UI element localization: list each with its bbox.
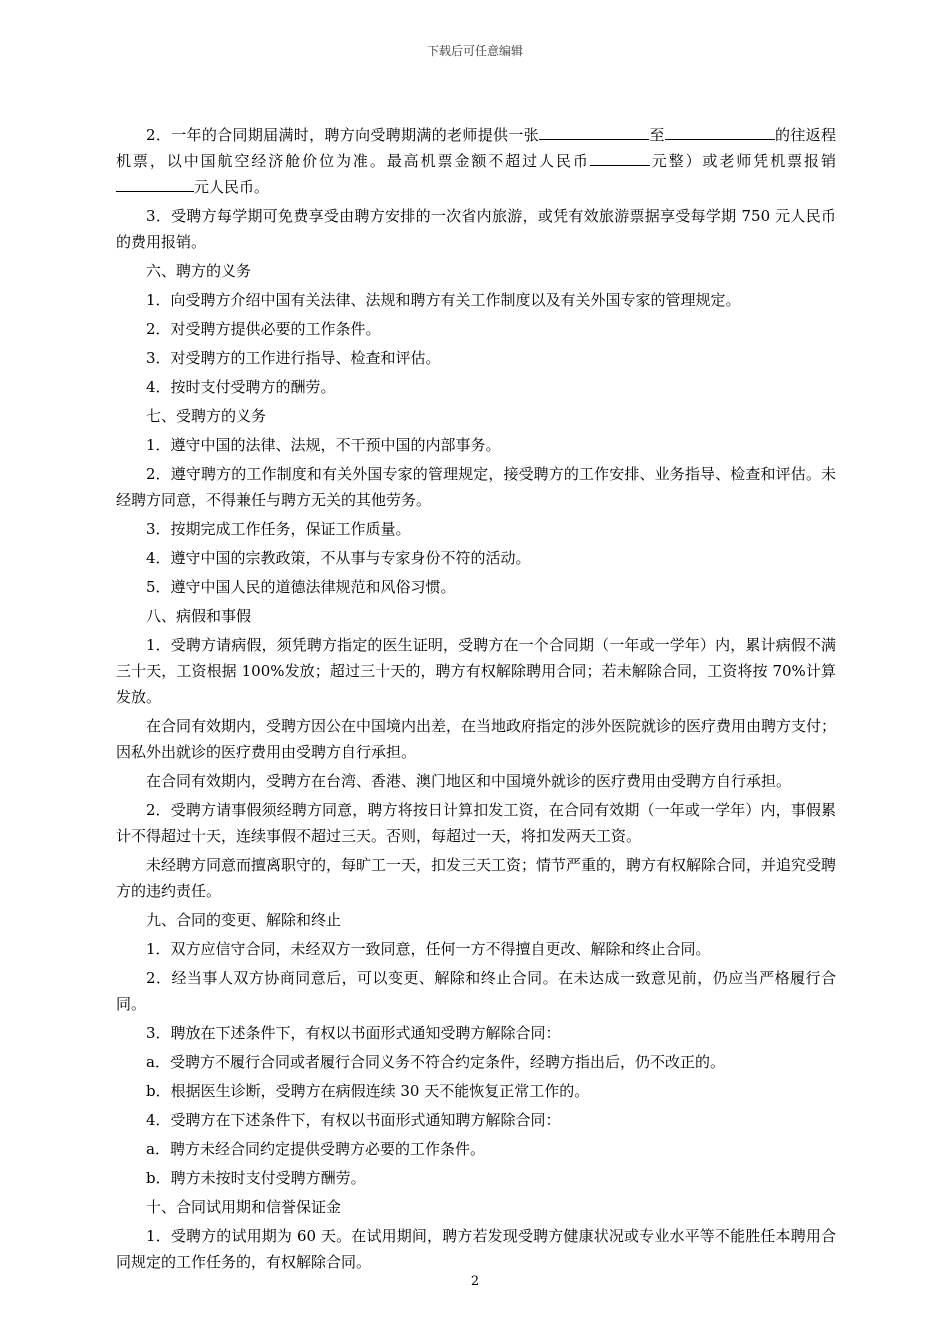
- page-number: 2: [470, 1274, 480, 1289]
- paragraph: 在合同有效期内，受聘方在台湾、香港、澳门地区和中国境外就诊的医疗费用由受聘方自行承担。: [146, 772, 792, 790]
- paragraph: 4．受聘方在下述条件下，有权以书面形式通知聘方解除合同：: [146, 1111, 561, 1129]
- paragraph: b．聘方未按时支付受聘方酬劳。: [146, 1169, 366, 1187]
- section-heading: 十、合同试用期和信誉保证金: [146, 1198, 342, 1216]
- blank-field: [590, 148, 650, 166]
- text: 的往返程机票，以中国航空经济舱价位为准。最高机票金额不超过人民币: [116, 126, 836, 170]
- paragraph-airfare: [116, 122, 836, 200]
- section-heading: 六、聘方的义务: [146, 262, 252, 280]
- paragraph: 在合同有效期内，受聘方因公在中国境内出差，在当地政府指定的涉外医院就诊的医疗费用由聘方支付；因私外出就诊的医疗费用由受聘方自行承担。: [116, 717, 837, 761]
- paragraph: 5．遵守中国人民的道德法律规范和风俗习惯。: [146, 578, 456, 596]
- paragraph: 3．聘放在下述条件下，有权以书面形式通知受聘方解除合同：: [146, 1024, 561, 1042]
- text: 至: [649, 126, 665, 144]
- paragraph: 2．受聘方请事假须经聘方同意，聘方将按日计算扣发工资，在合同有效期（一年或一学年）内，事假累计不得超过十天，连续事假不超过三天。否则，每超过一天，将扣发两天工资。: [116, 801, 836, 845]
- page-header: 下载后可任意编辑: [426, 44, 523, 58]
- paragraph: 2．遵守聘方的工作制度和有关外国专家的管理规定，接受聘方的工作安排、业务指导、检查和评估。未经聘方同意，不得兼任与聘方无关的其他劳务。: [116, 465, 836, 509]
- paragraph: 4．遵守中国的宗教政策，不从事与专家身份不符的活动。: [146, 549, 531, 567]
- paragraph: b．根据医生诊断，受聘方在病假连续 30 天不能恢复正常工作的。: [146, 1082, 590, 1100]
- paragraph: 3．受聘方每学期可免费享受由聘方安排的一次省内旅游，或凭有效旅游票据享受每学期 750 元人民币的费用报销。: [116, 207, 836, 251]
- paragraph: 1．受聘方请病假，须凭聘方指定的医生证明，受聘方在一个合同期（一年或一学年）内，累计病假不满三十天，工资根据 100%发放；超过三十天的，聘方有权解除聘用合同；若未解除合同，工资将按 70%计算发放。: [116, 636, 836, 706]
- paragraph: 1．遵守中国的法律、法规，不干预中国的内部事务。: [146, 436, 501, 454]
- paragraph: a．聘方未经合同约定提供受聘方必要的工作条件。: [146, 1140, 485, 1158]
- section-heading: 八、病假和事假: [146, 607, 252, 625]
- paragraph: a．受聘方不履行合同或者履行合同义务不符合约定条件，经聘方指出后，仍不改正的。: [146, 1053, 725, 1071]
- section-heading: 七、受聘方的义务: [146, 407, 267, 425]
- blank-field: [539, 122, 649, 140]
- text: 2．一年的合同期届满时，聘方向受聘期满的老师提供一张: [146, 126, 540, 144]
- paragraph: 2．经当事人双方协商同意后，可以变更、解除和终止合同。在未达成一致意见前，仍应当严格履行合同。: [116, 969, 836, 1013]
- text: 元整）或老师凭机票报销: [649, 152, 836, 170]
- text: 元人民币。: [194, 178, 270, 196]
- paragraph: 3．按期完成工作任务，保证工作质量。: [146, 520, 411, 538]
- blank-field: [665, 122, 775, 140]
- paragraph: 2．对受聘方提供必要的工作条件。: [146, 320, 381, 338]
- section-heading: 九、合同的变更、解除和终止: [146, 911, 342, 929]
- paragraph: 1．向受聘方介绍中国有关法律、法规和聘方有关工作制度以及有关外国专家的管理规定。: [146, 291, 741, 309]
- blank-field: [116, 174, 194, 192]
- paragraph: 1．受聘方的试用期为 60 天。在试用期间，聘方若发现受聘方健康状况或专业水平等不能胜任本聘用合同规定的工作任务的，有权解除合同。: [116, 1227, 836, 1271]
- paragraph: 1．双方应信守合同，未经双方一致同意，任何一方不得擅自更改、解除和终止合同。: [146, 940, 711, 958]
- paragraph: 4．按时支付受聘方的酬劳。: [146, 378, 336, 396]
- document-body: [116, 122, 836, 1278]
- paragraph: 3．对受聘方的工作进行指导、检查和评估。: [146, 349, 441, 367]
- paragraph: 未经聘方同意而擅离职守的，每旷工一天，扣发三天工资；情节严重的，聘方有权解除合同，并追究受聘方的违约责任。: [116, 856, 837, 900]
